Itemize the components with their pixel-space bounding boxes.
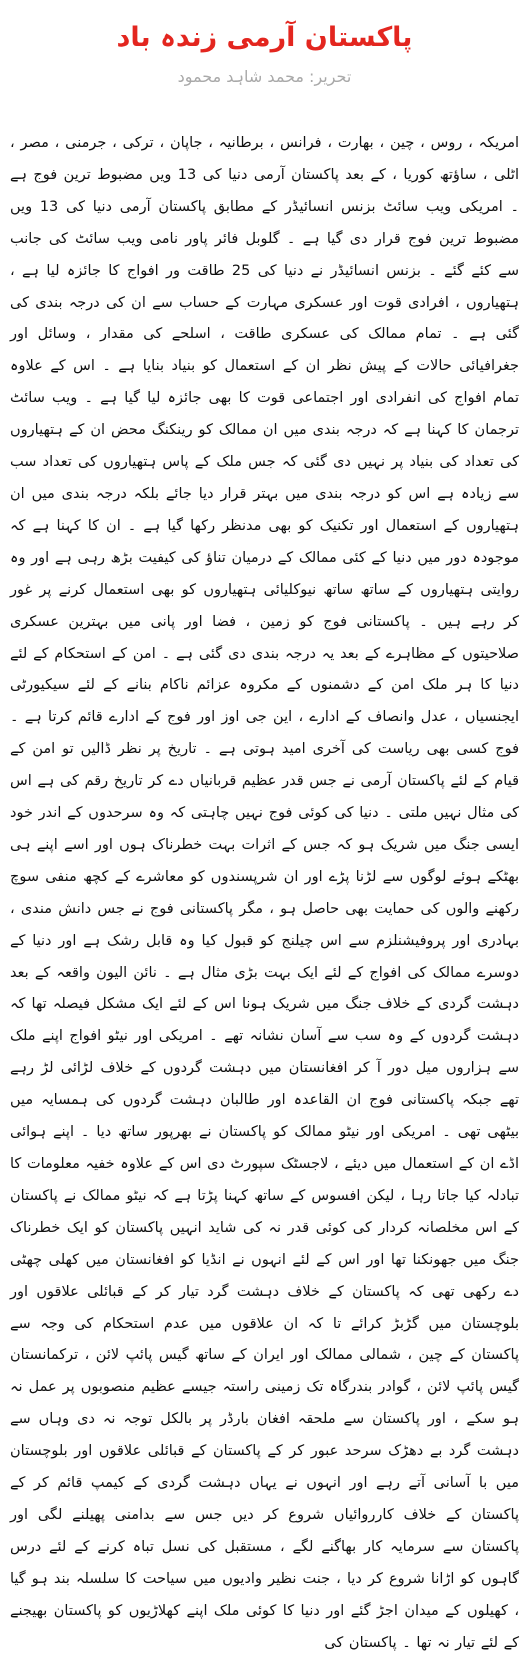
article-byline: تحریر: محمد شاہد محمود: [177, 67, 352, 86]
article-title: پاکستان آرمی زندہ باد: [116, 22, 413, 53]
article-body: امریکہ ، روس ، چین ، بھارت ، فرانس ، برطانیہ ، جاپان ، ترکی ، جرمنی ، مصر ، اٹلی ، ساؤتھ کوریا ، کے بعد پاکستان آرمی دنیا کی 13 ویں مضبوط ترین فوج ہے ۔ امریکی ویب سائٹ بزنس انسائیڈر کے مطابق پاکستان آرمی دنیا کی 13 ویں مضبوط ترین فوج قرار دی گیا ہے ۔ گلوبل فائر پاور نامی ویب سائٹ کی جانب سے کئے گئے ۔ بزنس انسائیڈر نے دنیا کی 25 طاقت ور افواج کا جائزہ لیا ہے ، ہتھیاروں ، افرادی قوت اور عسکری مہارت کے حساب سے ان کی درجہ بندی کی گئی ہے ۔ تمام ممالک کی عسکری طاقت ، اسلحے کی مقدار ، وسائل اور جغرافیائی حالات کے پیش نظر ان کے استعمال کو بنیاد بنایا ہے ۔ اس کے علاوہ تمام افواج کی انفرادی اور اجتماعی قوت کا بھی جائزہ لیا گیا ہے ۔ ویب سائٹ ترجمان کا کہنا ہے کہ درجہ بندی میں ان ممالک کو رینکنگ محض ان کے ہتھیاروں کی تعداد کی بنیاد پر نہیں دی گئی کہ جس ملک کے پاس ہتھیاروں کی تعداد سب سے زیادہ ہے اس کو درجہ بندی میں بہتر قرار دیا جائے بلکہ درجہ بندی میں ان ہتھیاروں کے استعمال اور تکنیک کو بھی مدنظر رکھا گیا ہے ۔ ان کا کہنا ہے کہ موجودہ دور میں دنیا کے کئی ممالک کے درمیان تناؤ کی کیفیت بڑھ رہی ہے اور وہ روایتی ہتھیاروں کے ساتھ ساتھ نیوکلیائی ہتھیاروں کو بھی استعمال کرنے پر غور کر رہے ہیں ۔ پاکستانی فوج کو زمین ، فضا اور پانی میں بہترین عسکری صلاحیتوں کے مظاہرے کے بعد یہ درجہ بندی دی گئی ہے ۔ امن کے استحکام کے لئے دنیا کا ہر ملک امن کے دشمنوں کے مکروہ عزائم ناکام بنانے کے لئے سیکیورٹی ایجنسیاں ، عدل وانصاف کے ادارے ، این جی اوز اور فوج کے ادارے قائم کرتا ہے ۔ فوج کسی بھی ریاست کی آخری امید ہوتی ہے ۔ تاریخ پر نظر ڈالیں تو امن کے قیام کے لئے پاکستان آرمی نے جس قدر عظیم قربانیاں دے کر تاریخ رقم کی ہے اس کی مثال نہیں ملتی ۔ دنیا کی کوئی فوج نہیں چاہتی کہ وہ سرحدوں کے اندر خود ایسی جنگ میں شریک ہو کہ جس کے اثرات بہت خطرناک ہوں اور اسے اپنے ہی بھٹکے ہوئے لوگوں سے لڑنا پڑے اور ان شرپسندوں کو معاشرے کے کچھ منفی سوچ رکھنے والوں کی حمایت بھی حاصل ہو ، مگر پاکستانی فوج نے جس دانش مندی ، بہادری اور پروفیشنلزم سے اس چیلنج کو قبول کیا وہ قابل رشک ہے اور دنیا کے دوسرے ممالک کی افواج کے لئے ایک بہت بڑی مثال ہے ۔ نائن الیون واقعہ کے بعد دہشت گردی کے خلاف جنگ میں شریک ہونا اس کے لئے ایک مشکل فیصلہ تھا کہ دہشت گردوں کے وہ سب سے آسان نشانہ تھے ۔ امریکی اور نیٹو افواج اپنے ملک سے ہزاروں میل دور آ کر افغانستان میں دہشت گردوں کے خلاف لڑائی لڑ رہے تھے جبکہ پاکستانی فوج ان القاعدہ اور طالبان دہشت گردوں کی ہمسایہ میں بیٹھی تھی ۔ امریکی اور نیٹو ممالک کو پاکستان نے بھرپور ساتھ دیا ۔ اپنے ہوائی اڈے ان کے استعمال میں دیئے ، لاجسٹک سپورٹ دی اس کے علاوہ خفیہ معلومات کا تبادلہ کیا جاتا رہا ، لیکن افسوس کے ساتھ کہنا پڑتا ہے کہ نیٹو ممالک نے پاکستان کے اس مخلصانہ کردار کی کوئی قدر نہ کی شاید انہیں پاکستان کو ایک خطرناک جنگ میں جھونکنا تھا اور اس کے لئے انہوں نے انڈیا کو افغانستان میں کھلی چھٹی دے رکھی تھی کہ پاکستان کے خلاف دہشت گرد تیار کر کے قبائلی علاقوں اور بلوچستان میں گڑبڑ کرائے تا کہ ان علاقوں میں عدم استحکام کی وجہ سے پاکستان کے چین ، شمالی ممالک اور ایران کے ساتھ گیس پائپ لائن ، ترکمانستان گیس پائپ لائن ، گوادر بندرگاہ تک زمینی راستہ جیسے عظیم منصوبوں پر عمل نہ ہو سکے ، اور پاکستان سے ملحقہ افغان بارڈر پر بالکل توجہ نہ دی وہاں سے دہشت گرد بے دھڑک سرحد عبور کر کے پاکستان کے قبائلی علاقوں اور بلوچستان میں با آسانی آتے رہے اور انہوں نے یہاں دہشت گردی کے کیمپ قائم کر کے پاکستان کے خلاف کارروائیاں شروع کر دیں جس سے بدامنی پھیلنے لگی اور پاکستان سے سرمایہ کار بھاگنے لگے ، مستقبل کی نسل تباہ کرنے کے لئے درس گاہوں کو اڑانا شروع کر دیا ، جنت نظیر وادیوں میں سیاحت کا سلسلہ بند ہو گیا ، کھیلوں کے میدان اجڑ گئے اور دنیا کا کوئی ملک اپنے کھلاڑیوں کو پاکستان بھیجنے کے لئے تیار نہ تھا ۔ پاکستان کی: [10, 135, 519, 1651]
